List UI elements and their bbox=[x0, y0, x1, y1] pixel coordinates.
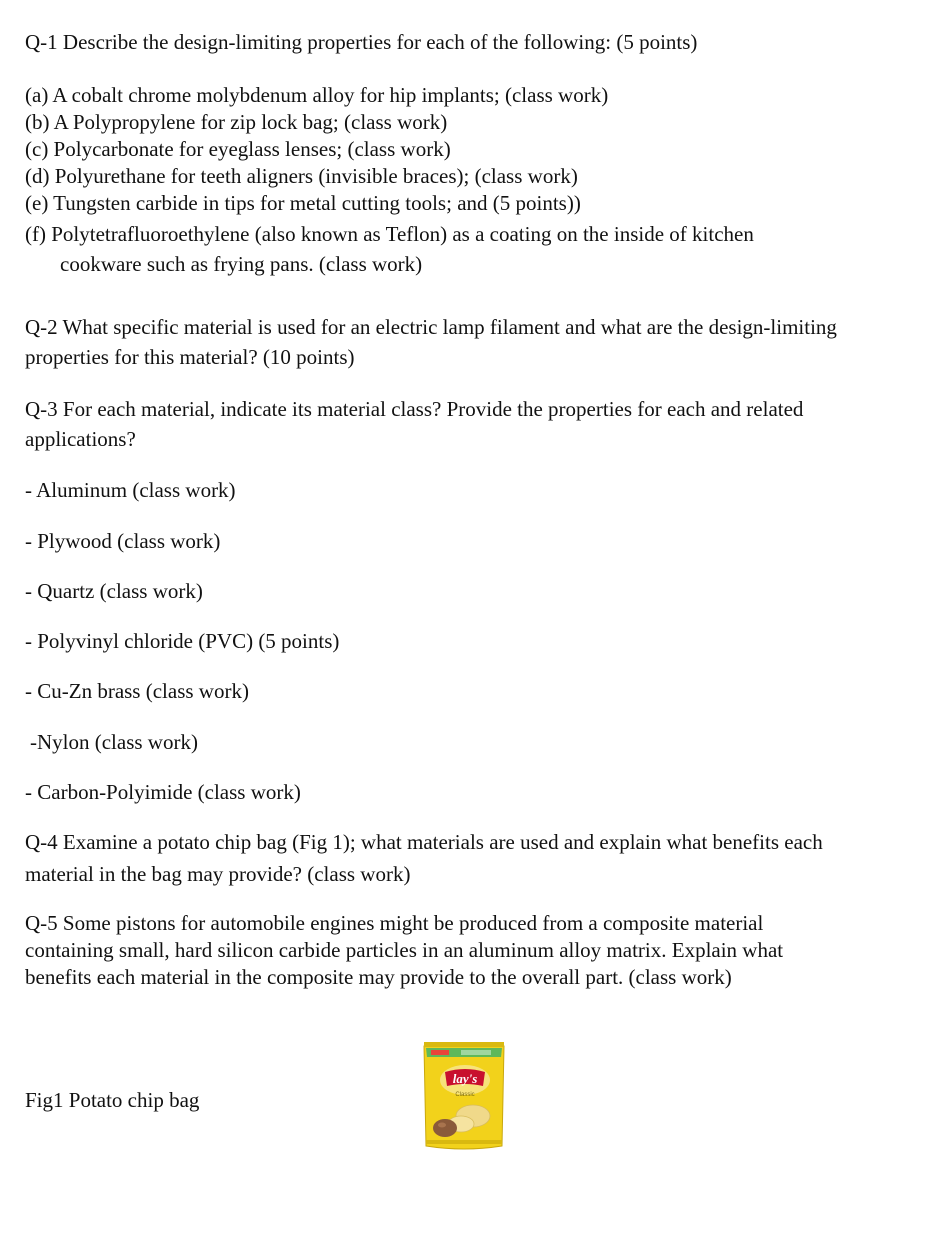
q1-item-c: (c) Polycarbonate for eyeglass lenses; (class work) bbox=[25, 137, 451, 161]
q3-material-nylon: -Nylon (class work) bbox=[30, 730, 198, 754]
q2-line-1: Q-2 What specific material is used for an electric lamp filament and what are the design-limiting bbox=[25, 315, 837, 339]
q1-item-a: (a) A cobalt chrome molybdenum alloy for hip implants; (class work) bbox=[25, 83, 609, 107]
figure-caption: Fig1 Potato chip bag bbox=[25, 1088, 200, 1112]
q3-material-carbon-polyimide: - Carbon-Polyimide (class work) bbox=[25, 780, 301, 804]
q5-line-3: benefits each material in the composite may provide to the overall part. (class work) bbox=[25, 965, 732, 989]
q1-item-f-continued: cookware such as frying pans. (class work) bbox=[60, 252, 423, 276]
q4-line-2: material in the bag may provide? (class work) bbox=[25, 862, 411, 886]
lays-logo bbox=[445, 1069, 485, 1086]
q1-item-d: (d) Polyurethane for teeth aligners (invisible braces); (class work) bbox=[25, 164, 578, 188]
q3-material-pvc: - Polyvinyl chloride (PVC) (5 points) bbox=[25, 629, 340, 653]
flavor-label: Classic bbox=[455, 1092, 475, 1098]
q3-material-plywood: - Plywood (class work) bbox=[25, 529, 221, 553]
q3-material-quartz: - Quartz (class work) bbox=[25, 579, 203, 603]
q3-line-1: Q-3 For each material, indicate its material class? Provide the properties for each and related bbox=[25, 397, 804, 421]
q2-line-2: properties for this material? (10 points) bbox=[25, 345, 355, 369]
potato-chip-bag-image bbox=[421, 1040, 507, 1152]
q1-item-e: (e) Tungsten carbide in tips for metal cutting tools; and (5 points)) bbox=[25, 191, 581, 215]
q5-line-2: containing small, hard silicon carbide particles in an aluminum alloy matrix. Explain what bbox=[25, 938, 784, 962]
q3-line-2: applications? bbox=[25, 427, 136, 451]
q1-item-b: (b) A Polypropylene for zip lock bag; (class work) bbox=[25, 110, 448, 134]
q3-material-aluminum: - Aluminum (class work) bbox=[25, 478, 236, 502]
q3-material-brass: - Cu-Zn brass (class work) bbox=[25, 679, 249, 703]
q4-line-1: Q-4 Examine a potato chip bag (Fig 1); what materials are used and explain what benefits each bbox=[25, 830, 823, 854]
q1-item-f: (f) Polytetrafluoroethylene (also known as Teflon) as a coating on the inside of kitchen bbox=[25, 222, 754, 246]
lays-logo-text: lay's bbox=[452, 1071, 478, 1086]
q1-heading: Q-1 Describe the design-limiting properties for each of the following: (5 points) bbox=[25, 30, 698, 54]
q5-line-1: Q-5 Some pistons for automobile engines might be produced from a composite material bbox=[25, 911, 764, 935]
